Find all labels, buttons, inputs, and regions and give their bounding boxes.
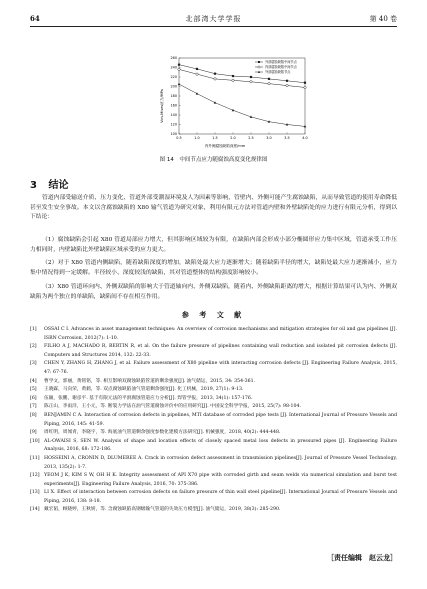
journal-name: 北部湾大学学报 xyxy=(185,15,242,23)
data-point xyxy=(178,64,180,66)
y-tick-label: 200 xyxy=(170,84,177,89)
y-tick-label: 180 xyxy=(170,94,177,99)
chart-legend xyxy=(255,59,298,74)
reference-number: [13] xyxy=(30,490,40,496)
reference-item xyxy=(30,455,397,472)
y-axis-label: Von-Mises应力/MPa xyxy=(160,89,164,123)
data-point xyxy=(178,68,180,70)
reference-text: 曹学文，郭丽，黄铭铭，等. 相互影响双腐蚀缺陷管道的剩余强度[J]. 油气储运，2015, 34: 354-361. xyxy=(44,378,256,384)
reference-item xyxy=(30,489,397,506)
data-point xyxy=(196,68,198,70)
data-point xyxy=(304,82,306,84)
data-point xyxy=(286,84,288,86)
section-heading xyxy=(30,176,68,191)
data-point xyxy=(196,73,198,75)
reference-text: 周红明，周闻青，李晓宇，等. 海底油气管道剩余强度参数化建模方法研究[J]. 机械强度，2018, 40(2): 444-448. xyxy=(44,430,281,436)
reference-number: [8] xyxy=(30,412,37,418)
conclusion-paragraph-1: （1）腐蚀缺陷会引起 X80 管道局部应力增大，但其影响区域较为有限，在缺陷内部会形成小部分椭圆形应力集中区域，管道承受工作压力相同时，内壁缺陷比外壁缺陷区域承受的应力更大。 xyxy=(30,237,397,253)
x-tick-label: 2.0 xyxy=(230,136,236,140)
stress-chart xyxy=(115,50,325,150)
reference-number: [5] xyxy=(30,387,37,393)
reference-item xyxy=(30,386,397,395)
data-point xyxy=(250,76,252,78)
data-point xyxy=(214,73,216,75)
reference-item xyxy=(30,472,397,489)
reference-number: [4] xyxy=(30,378,37,384)
conclusion-paragraph-intro: 管道内部受输送介质、压力变化、管道外部受潮湿环境及人为因素等影响，管壁内、外侧可能产生腐蚀缺陷，从而导致管道的使用寿命降低甚至发生安全事故。本文以含腐蚀缺陷的 X80 输气管道为研究对象，利用有限元方法对管道内壁和外壁缺陷处的应力进行有限元分析，得到以下结论： xyxy=(30,195,397,220)
reference-number: [9] xyxy=(30,430,37,436)
y-tick-label: 120 xyxy=(170,122,177,127)
legend-marker xyxy=(258,66,260,68)
y-tick-label: 260 xyxy=(170,56,177,61)
x-tick-label: 3.0 xyxy=(266,136,272,140)
reference-number: [3] xyxy=(30,361,37,367)
conclusion-paragraph-2: （2）对于 X80 管道内侧缺陷，随着缺陷深度的增加，缺陷处最大应力逐渐增大；随着缺陷半径的增大，缺陷处最大应力逐渐减小，应力集中情况得到一定缓解。半径较小、深度较浅的缺陷，其对管道整体的结构强度影响较小。 xyxy=(30,260,397,276)
reference-list xyxy=(30,326,397,515)
reference-text: FILHO A J, MACHADO R, BERTIN R, et al. On the failure pressure of pipelines containing wall reduction and isolated pit corrosion defects [J]. Computers and Structures 2014, 132: 22-33. xyxy=(44,344,397,358)
reference-text: CHEN Y, ZHANG H, ZHANG J, et al. Failure assessment of X80 pipeline with interacting corrosion defects [J]. Engineering Failure Analysis, 2015, 47: 67-76. xyxy=(44,361,397,375)
reference-text: 王晓霖，马向荣，黄鹤，等. 双点腐蚀缺陷油气管道剩余强度[J]. 化工机械，2019, 27(1): 9-13. xyxy=(44,387,244,393)
header-rule xyxy=(30,26,397,27)
x-tick-label: 1.5 xyxy=(212,136,218,140)
running-header xyxy=(30,14,397,26)
legend-label: 外部腐蚀缺陷节点 xyxy=(265,70,291,75)
section-title: 结论 xyxy=(48,180,69,191)
reference-number: [11] xyxy=(30,455,40,461)
reference-number: [10] xyxy=(30,438,40,444)
data-point xyxy=(178,83,181,85)
x-tick-label: 0.5 xyxy=(176,136,182,140)
y-tick-label: 220 xyxy=(170,75,177,80)
y-tick-label: 160 xyxy=(170,103,177,108)
data-point xyxy=(304,86,306,88)
y-tick-label: 100 xyxy=(170,132,177,137)
reference-number: [2] xyxy=(30,344,37,350)
data-point xyxy=(268,82,270,84)
reference-item xyxy=(30,438,397,455)
reference-text: LI X. Effect of interaction between corrosion defects on failure pressure of thin wall steel pipeline[J]. International Journal of Pressure Vessels and Piping, 2016, 138: 8-18. xyxy=(44,490,397,504)
page-number: 64 xyxy=(30,14,40,23)
reference-text: HOSSEINI A, CRONIN D, DLUMEREE A. Crack in corrosion defect assessment in transmission pipelines[J]. Journal of Pressure Vessel Technology, 2013, 135(2): 1-7. xyxy=(44,455,397,470)
y-tick-label: 240 xyxy=(170,65,177,70)
reference-number: [14] xyxy=(30,507,40,513)
data-point xyxy=(214,78,216,80)
reference-text: 戴宏韬，顾晓婷，王秋妍，等. 含腐蚀缺陷高钢级输气管道的失效压力模型[J]. 油气储运，2019, 38(3): 285-290. xyxy=(44,507,281,513)
reference-item xyxy=(30,343,397,360)
reference-number: [6] xyxy=(30,395,37,401)
y-tick-label: 140 xyxy=(170,113,177,118)
series-line-3 xyxy=(179,84,305,126)
x-tick-label: 1.0 xyxy=(194,136,200,140)
legend-label: 外部腐蚀缺陷中间节点 xyxy=(265,60,297,65)
reference-item xyxy=(30,412,397,429)
reference-text: BENJAMIN C A. Interaction of corrosion defects in pipelines, MTI database of corroded pipe tests [J]. International Journal of Pressure Vessels and Piping, 2016, 145: 41-59. xyxy=(44,412,397,427)
reference-text: 陈正山，李雨洋，王小元，等. 断裂力学法在油气管道腐蚀评价中的应用研究[J]. 中国安全科学学报，2015, 25(7): 98-104. xyxy=(44,404,301,410)
reference-text: OSSAI C I. Advances in asset management techniques: An overview of corrosion mechanisms and mitigation strategies for oil and gas pipelines [J]. ISRN Corrosion, 2012(7): 1-10. xyxy=(44,327,397,341)
legend-label: 内部腐蚀缺陷中间节点 xyxy=(265,65,297,70)
volume-label: 第 40 卷 xyxy=(369,15,397,23)
data-point xyxy=(232,79,234,81)
x-tick-label: 2.5 xyxy=(248,136,254,140)
reference-item xyxy=(30,429,397,438)
reference-text: AL-OWAISI S, SEN W. Analysis of shape and location effects of closely spaced metal loss defects in pressured pipes [J]. Engineering Failure Analysis, 2016, 68: 172-186. xyxy=(44,438,397,453)
reference-item xyxy=(30,403,397,412)
reference-item xyxy=(30,326,397,343)
reference-number: [12] xyxy=(30,473,40,479)
x-axis-label: 内外侧腐蚀缺陷深度/mm xyxy=(204,144,246,148)
figure-caption: 图 14 中间节点应力随腐蚀高度变化规律图 xyxy=(159,157,268,163)
data-point xyxy=(250,81,252,83)
reference-item xyxy=(30,506,397,515)
data-point xyxy=(286,80,288,82)
references-heading: 参 考 文 献 xyxy=(181,311,246,319)
reference-number: [7] xyxy=(30,404,37,410)
x-tick-label: 4.0 xyxy=(302,136,308,140)
reference-item xyxy=(30,395,397,404)
reference-text: YEOM J K, KIM S W, OH H K. Integrity assessment of API X70 pipe with corroded girth and seam welds via numerical simulation and burst test experiments[J]. Engineering Failure Analysis, 2016, 70: 375-386. xyxy=(44,473,397,487)
x-tick-label: 3.5 xyxy=(284,136,290,140)
reference-number: [1] xyxy=(30,327,37,332)
section-number: 3 xyxy=(30,180,37,191)
conclusion-paragraph-3: （3）X80 管道环向内、外侧双缺陷的影响大于管道轴向内、外侧双缺陷，随着内、外侧缺陷距离的增大，根据计算结果可认为内、外侧双缺陷为两个独立的单缺陷，缺陷间不存在相互作用。 xyxy=(30,284,397,300)
reference-text: 伍颖，张鹏，谢彦平. 基于有限元法的平滑腐蚀管道应力分析[J]. 焊管学报，2013, 34(1): 157-176. xyxy=(44,395,253,401)
data-point xyxy=(268,78,270,80)
figure-14 xyxy=(115,50,325,150)
reference-item xyxy=(30,378,397,387)
editor-credit: ［责任编辑 赵云龙］ xyxy=(327,554,397,562)
reference-item xyxy=(30,360,397,377)
legend-marker xyxy=(258,61,260,63)
data-point xyxy=(232,75,234,77)
